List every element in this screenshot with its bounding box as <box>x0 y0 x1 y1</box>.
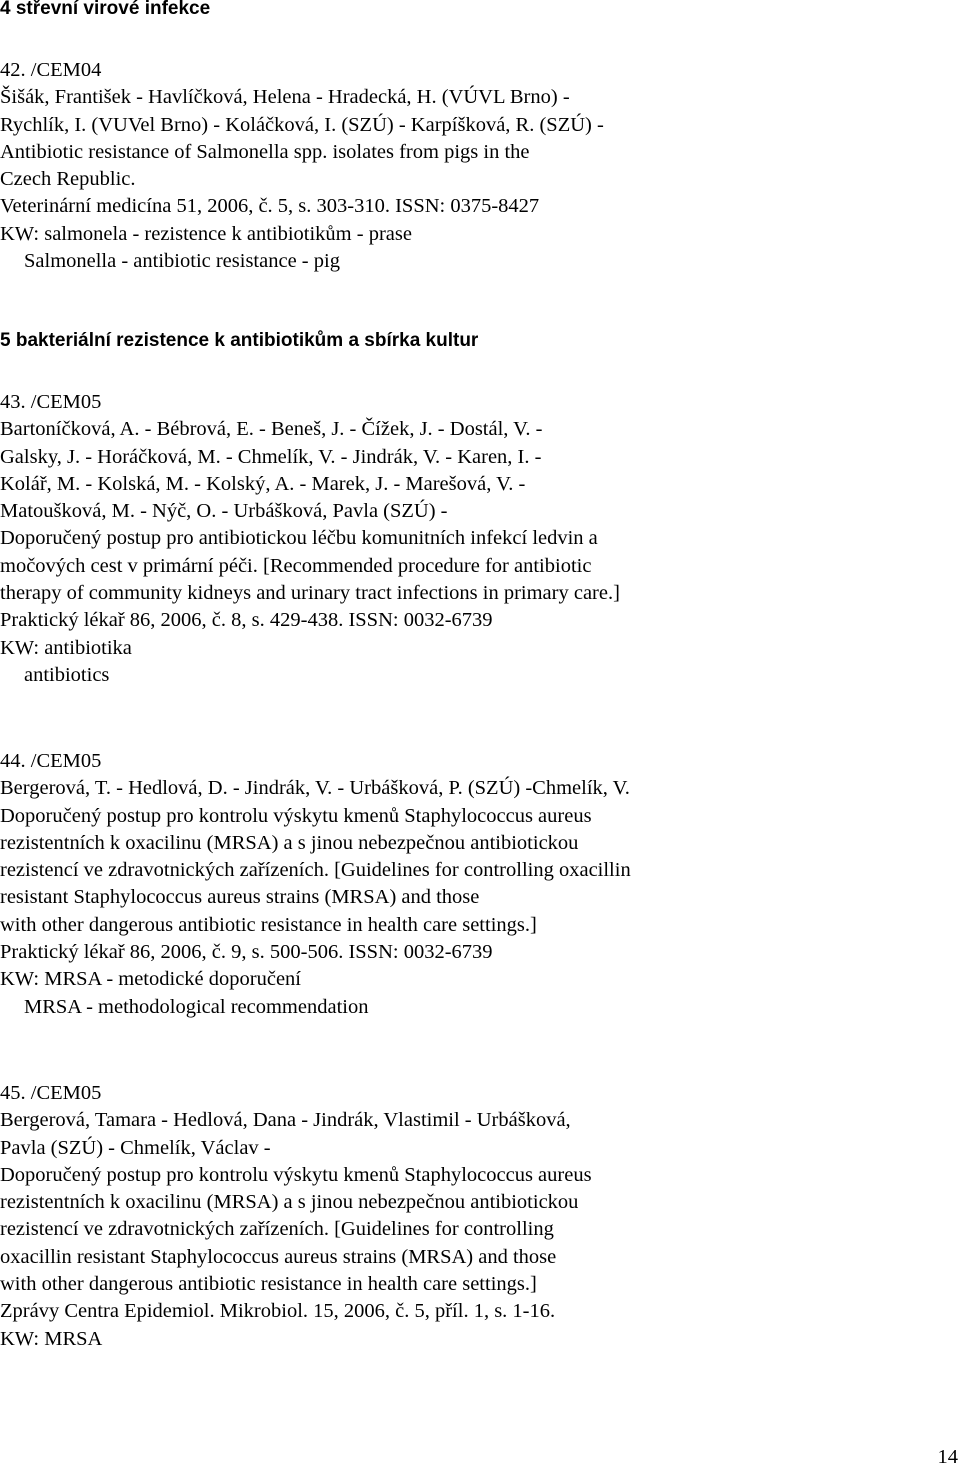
entry-number: 43. /CEM05 <box>0 391 102 413</box>
bibliography-entry-44 <box>0 748 955 1021</box>
entry-title: Antibiotic resistance of Salmonella spp. isolates from pigs in the <box>0 140 530 163</box>
entry-authors: Bergerová, T. - Hedlová, D. - Jindrák, V. - Urbášková, P. (SZÚ) -Chmelík, V. <box>0 777 630 800</box>
bibliography-entry-42 <box>0 57 955 275</box>
entry-title: rezistencí ve zdravotnických zařízeních. [Guidelines for controlling <box>0 1218 554 1241</box>
entry-source: Praktický lékař 86, 2006, č. 9, s. 500-506. ISSN: 0032-6739 <box>0 941 493 964</box>
entry-number: 44. /CEM05 <box>0 750 102 772</box>
entry-authors: Kolář, M. - Kolská, M. - Kolský, A. - Marek, J. - Marešová, V. - <box>0 472 526 495</box>
entry-keywords: KW: MRSA - metodické doporučení <box>0 968 301 991</box>
entry-title: rezistentních k oxacilinu (MRSA) a s jinou nebezpečnou antibiotickou <box>0 831 579 854</box>
entry-source: Veterinární medicína 51, 2006, č. 5, s. 303-310. ISSN: 0375-8427 <box>0 195 540 218</box>
section-heading-4: 4 střevní virové infekce <box>0 0 211 19</box>
bibliography-entry-45 <box>0 1080 955 1353</box>
entry-keywords-en: Salmonella - antibiotic resistance - pig <box>24 250 340 273</box>
entry-title: oxacillin resistant Staphylococcus aureus strains (MRSA) and those <box>0 1245 557 1268</box>
entry-authors: Galsky, J. - Horáčková, M. - Chmelík, V. - Jindrák, V. - Karen, I. - <box>0 445 542 468</box>
entry-keywords-en: antibiotics <box>24 663 110 686</box>
entry-number: 45. /CEM05 <box>0 1082 102 1104</box>
entry-title: Doporučený postup pro antibiotickou léčbu komunitních infekcí ledvin a <box>0 527 598 550</box>
entry-title: Doporučený postup pro kontrolu výskytu kmenů Staphylococcus aureus <box>0 1163 592 1186</box>
entry-keywords: KW: MRSA <box>0 1327 103 1350</box>
entry-authors: Šišák, František - Havlíčková, Helena - Hradecká, H. (VÚVL Brno) - <box>0 86 570 109</box>
entry-authors: Bartoníčková, A. - Bébrová, E. - Beneš, J. - Čížek, J. - Dostál, V. - <box>0 418 543 441</box>
entry-authors: Bergerová, Tamara - Hedlová, Dana - Jindrák, Vlastimil - Urbášková, <box>0 1109 571 1132</box>
section-heading-5: 5 bakteriální rezistence k antibiotikům a sbírka kultur <box>0 330 479 351</box>
entry-source: Zprávy Centra Epidemiol. Mikrobiol. 15, 2006, č. 5, příl. 1, s. 1-16. <box>0 1300 556 1323</box>
entry-title: with other dangerous antibiotic resistance in health care settings.] <box>0 913 537 936</box>
entry-keywords-en: MRSA - methodological recommendation <box>24 995 369 1018</box>
page-number: 14 <box>937 1446 958 1468</box>
bibliography-entry-43 <box>0 389 955 689</box>
entry-title: močových cest v primární péči. [Recommended procedure for antibiotic <box>0 554 592 577</box>
entry-keywords: KW: antibiotika <box>0 636 132 659</box>
entry-keywords: KW: salmonela - rezistence k antibiotikům - prase <box>0 222 412 245</box>
entry-title: rezistencí ve zdravotnických zařízeních. [Guidelines for controlling oxacillin <box>0 859 631 882</box>
entry-number: 42. /CEM04 <box>0 59 102 81</box>
entry-authors: Matoušková, M. - Nýč, O. - Urbášková, Pavla (SZÚ) - <box>0 500 448 523</box>
entry-title: Czech Republic. <box>0 168 136 191</box>
entry-authors: Rychlík, I. (VUVel Brno) - Koláčková, I. (SZÚ) - Karpíšková, R. (SZÚ) - <box>0 113 604 136</box>
entry-authors: Pavla (SZÚ) - Chmelík, Václav - <box>0 1136 271 1159</box>
entry-title: with other dangerous antibiotic resistance in health care settings.] <box>0 1273 537 1296</box>
entry-title: Doporučený postup pro kontrolu výskytu kmenů Staphylococcus aureus <box>0 804 592 827</box>
entry-title: resistant Staphylococcus aureus strains (MRSA) and those <box>0 886 480 909</box>
entry-source: Praktický lékař 86, 2006, č. 8, s. 429-438. ISSN: 0032-6739 <box>0 609 493 632</box>
entry-title: therapy of community kidneys and urinary tract infections in primary care.] <box>0 582 620 605</box>
entry-title: rezistentních k oxacilinu (MRSA) a s jinou nebezpečnou antibiotickou <box>0 1191 579 1214</box>
